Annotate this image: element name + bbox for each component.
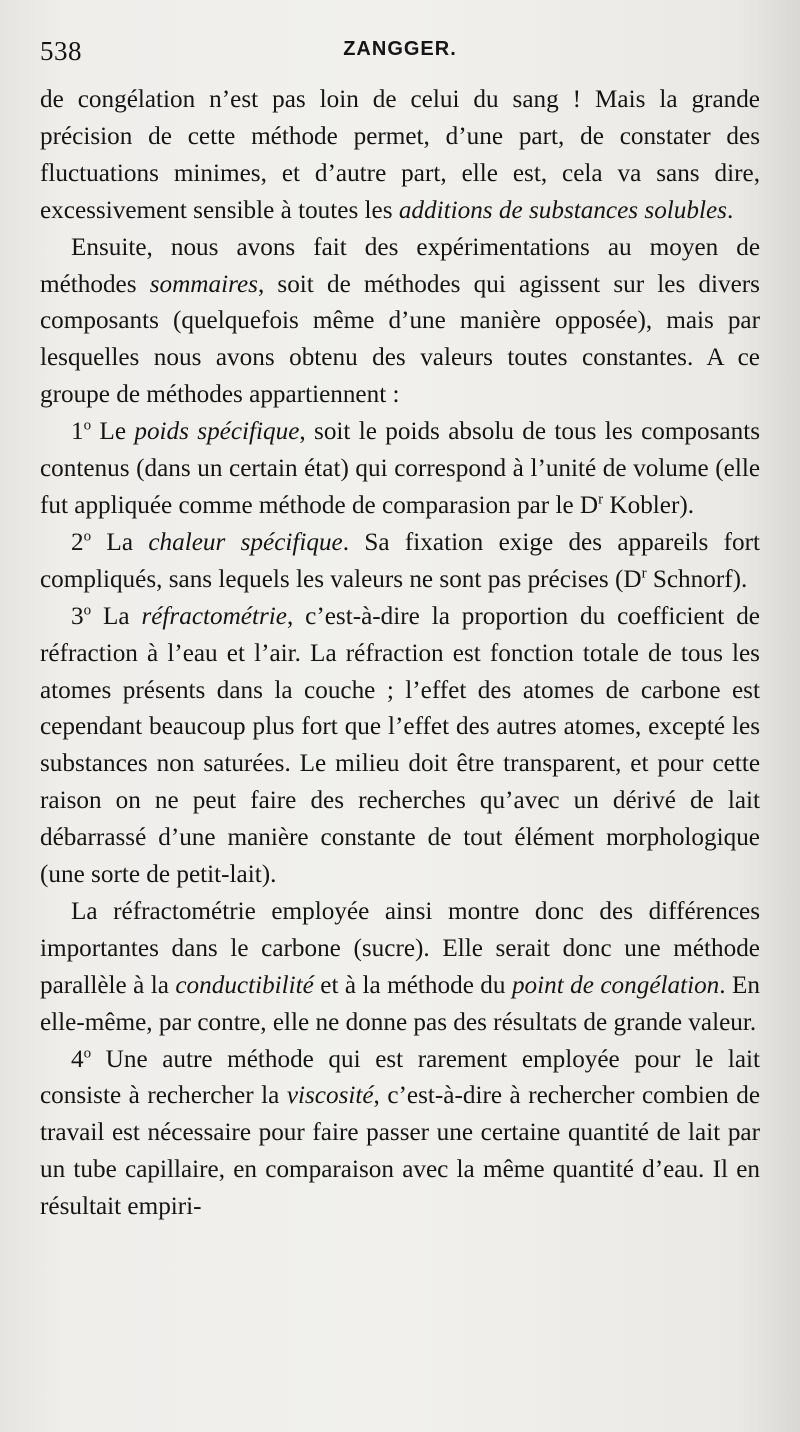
text-run: Schnorf). bbox=[646, 565, 748, 593]
body-text bbox=[40, 82, 760, 1226]
text-run: de congélation n’est pas loin de celui du sang ! Mais la grande précision de cette méthode permet, d’une part, de constater des fluctuations minimes, et d’autre part, elle est, cela va sans dire, excessivement sensible à toutes les bbox=[40, 86, 760, 224]
superscript-text: o bbox=[83, 602, 92, 619]
paragraph bbox=[40, 599, 760, 894]
paragraph bbox=[40, 414, 760, 525]
italic-text: conductibilité bbox=[175, 971, 314, 999]
italic-text: additions de substances solubles bbox=[398, 196, 727, 224]
paragraph bbox=[40, 1042, 760, 1227]
superscript-text: o bbox=[83, 417, 92, 434]
text-run: , c’est-à-dire à rechercher combien de travail est nécessaire pour faire passer une certaine quantité de lait par un tube capillaire, en comparaison avec la même quantité d’eau. Il en résultait empiri- bbox=[40, 1082, 760, 1221]
superscript-text: o bbox=[83, 1045, 92, 1062]
paragraph bbox=[40, 230, 760, 415]
italic-text: réfractométrie bbox=[141, 602, 287, 630]
text-run: La réfractométrie employée ainsi montre donc des différences importantes dans le carbone (sucre). Elle serait donc une méthode parallèle à la bbox=[40, 897, 760, 999]
text-run: Kobler). bbox=[603, 491, 695, 519]
text-run: , soit le poids absolu de tous les composants contenus (dans un certain état) qui correspond à l’unité de volume (elle fut appliquée comme méthode de comparasion par le D bbox=[40, 418, 760, 519]
text-run: . bbox=[726, 196, 734, 224]
text-run: La bbox=[91, 602, 142, 630]
text-run: Le bbox=[91, 418, 135, 446]
text-run: 3 bbox=[71, 602, 84, 630]
text-run: La bbox=[91, 528, 149, 556]
italic-text: sommaires bbox=[149, 270, 258, 298]
italic-text: chaleur spécifique bbox=[148, 528, 343, 556]
text-run: Une autre méthode qui est rarement employée pour le lait consiste à rechercher la bbox=[40, 1045, 760, 1110]
text-run: 1 bbox=[71, 418, 84, 446]
running-title: ZANGGER. bbox=[343, 38, 457, 60]
superscript-text: o bbox=[83, 528, 92, 545]
text-run: et à la méthode du bbox=[313, 971, 512, 999]
text-run: . En elle-même, par contre, elle ne donne pas des résultats de grande valeur. bbox=[40, 971, 760, 1036]
superscript-text: r bbox=[641, 565, 647, 582]
text-run: , c’est-à-dire la proportion du coefficient de réfraction à l’eau et l’air. La réfraction est fonction totale de tous les atomes présents dans la couche ; l’effet des atomes de carbone est cependant beaucoup plus fort que l’effet des autres atomes, excepté les substances non saturées. Le milieu doit être transparent, et pour cette raison on ne peut faire des recherches qu’avec un dérivé de lait débarrassé d’une manière constante de tout élément morphologique (une sorte de petit-lait). bbox=[40, 602, 760, 889]
page-number: 538 bbox=[40, 36, 82, 66]
paragraph bbox=[40, 525, 760, 599]
text-run: , soit de méthodes qui agissent sur les divers composants (quelquefois même d’une manière opposée), mais par lesquelles nous avons obtenu des valeurs toutes constantes. A ce groupe de méthodes appartiennent : bbox=[40, 270, 760, 409]
superscript-text: r bbox=[598, 491, 604, 508]
text-run: . Sa fixation exige des appareils fort compliqués, sans lequels les valeurs ne sont pas précises (D bbox=[40, 528, 760, 593]
text-run: 2 bbox=[71, 528, 84, 556]
italic-text: viscosité bbox=[286, 1082, 374, 1110]
paragraph bbox=[40, 82, 760, 230]
running-head bbox=[40, 36, 760, 76]
text-run: 4 bbox=[71, 1045, 84, 1073]
paragraph bbox=[40, 894, 760, 1042]
italic-text: point de congélation bbox=[511, 971, 720, 999]
italic-text: poids spécifique bbox=[134, 418, 300, 446]
text-run: Ensuite, nous avons fait des expérimentations au moyen de méthodes bbox=[40, 233, 760, 298]
